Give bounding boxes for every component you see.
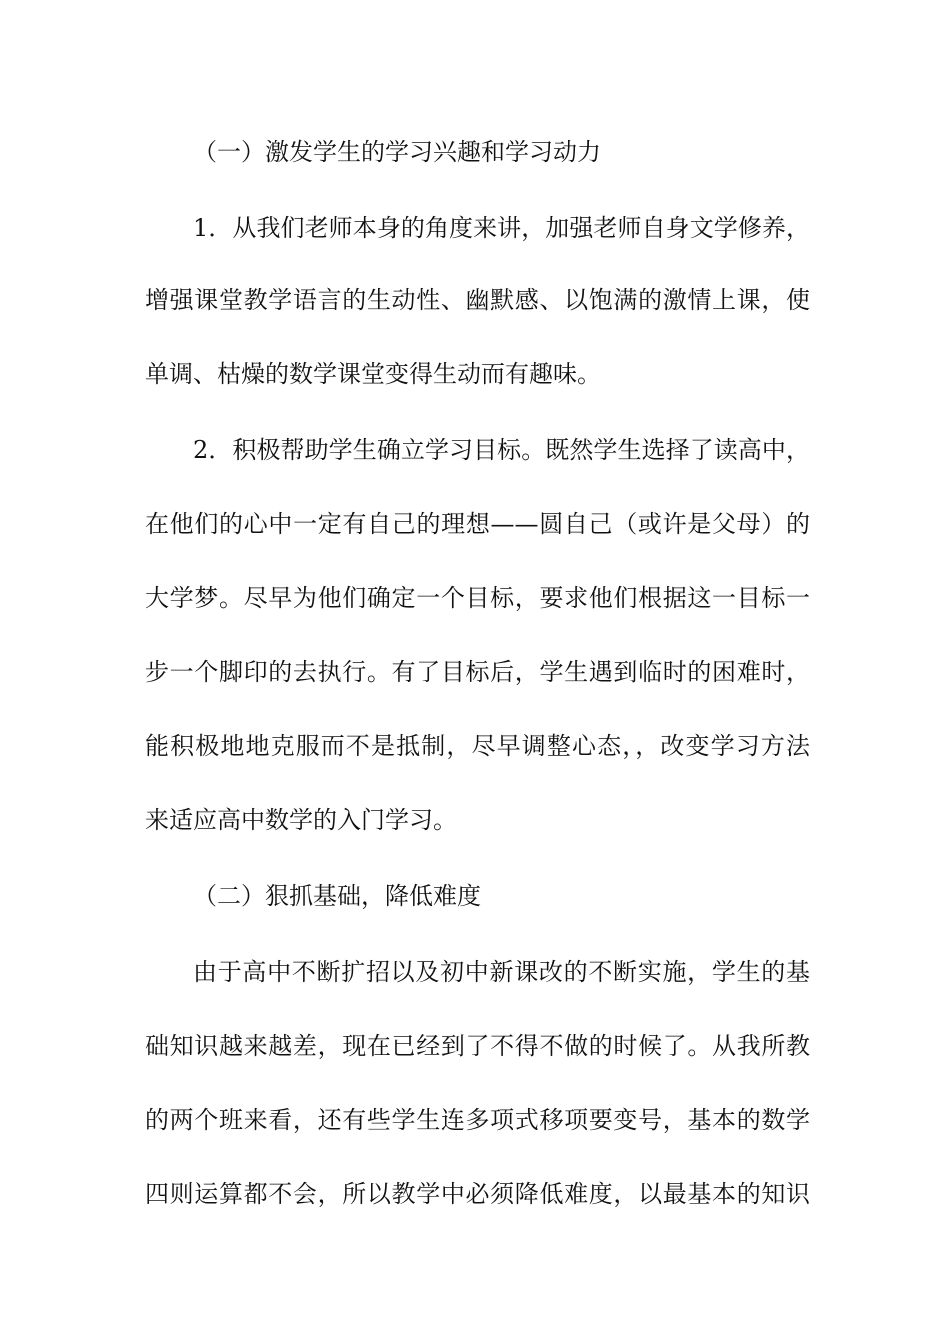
paragraph-line: 来适应高中数学的入门学习。 bbox=[145, 806, 457, 834]
paragraph-line: 步一个脚印的去执行。有了目标后，学生遇到临时的困难时， bbox=[145, 658, 810, 686]
paragraph-line: 在他们的心中一定有自己的理想——圆自己（或许是父母）的 bbox=[145, 510, 810, 538]
heading-1: （一）激发学生的学习兴趣和学习动力 bbox=[193, 138, 601, 166]
paragraph-line: 1．从我们老师本身的角度来讲，加强老师自身文学修养， bbox=[193, 214, 810, 242]
paragraph-line: 础知识越来越差，现在已经到了不得不做的时候了。从我所教 bbox=[145, 1032, 810, 1060]
paragraph-line: 单调、枯燥的数学课堂变得生动而有趣味。 bbox=[145, 360, 601, 388]
heading-2: （二）狠抓基础，降低难度 bbox=[193, 882, 481, 910]
paragraph-line: 大学梦。尽早为他们确定一个目标，要求他们根据这一目标一 bbox=[145, 584, 810, 612]
paragraph-line: 增强课堂教学语言的生动性、幽默感、以饱满的激情上课，使 bbox=[145, 286, 810, 314]
paragraph-line: 由于高中不断扩招以及初中新课改的不断实施，学生的基 bbox=[193, 958, 810, 986]
paragraph-line: 四则运算都不会，所以教学中必须降低难度，以最基本的知识 bbox=[145, 1180, 810, 1208]
paragraph-line: 的两个班来看，还有些学生连多项式移项要变号，基本的数学 bbox=[145, 1106, 810, 1134]
paragraph-line: 2．积极帮助学生确立学习目标。既然学生选择了读高中， bbox=[193, 436, 810, 464]
paragraph-line: 能积极地地克服而不是抵制，尽早调整心态，，改变学习方法 bbox=[145, 732, 810, 760]
